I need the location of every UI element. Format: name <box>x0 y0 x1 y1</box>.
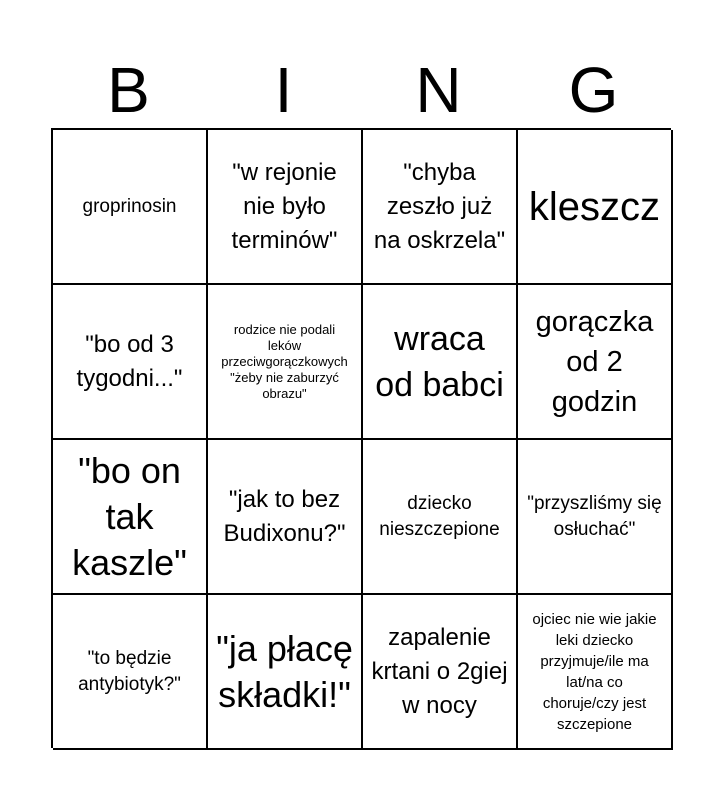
bingo-cell-r1c2[interactable]: "w rejonie nie było terminów" <box>208 130 363 285</box>
bingo-cell-r4c4[interactable]: ojciec nie wie jakie leki dziecko przyjmuje/ile ma lat/na co choruje/czy jest szczepione <box>518 595 673 750</box>
bingo-cell-r1c4[interactable]: kleszcz <box>518 130 673 285</box>
bingo-cell-r3c2[interactable]: "jak to bez Budixonu?" <box>208 440 363 595</box>
bingo-cell-r3c1[interactable]: "bo on tak kaszle" <box>53 440 208 595</box>
bingo-cell-r4c3[interactable]: zapalenie krtani o 2giej w nocy <box>363 595 518 750</box>
bingo-cell-r4c2[interactable]: "ja płacę składki!" <box>208 595 363 750</box>
bingo-cell-r2c2[interactable]: rodzice nie podali leków przeciwgorączkowych "żeby nie zaburzyć obrazu" <box>208 285 363 440</box>
header-letter-b: B <box>107 54 150 126</box>
header-letter-i: I <box>274 54 293 126</box>
bingo-cell-r3c4[interactable]: "przyszliśmy się osłuchać" <box>518 440 673 595</box>
bingo-cell-r4c1[interactable]: "to będzie antybiotyk?" <box>53 595 208 750</box>
bingo-cell-r3c3[interactable]: dziecko nieszczepione <box>363 440 518 595</box>
bingo-cell-r2c4[interactable]: gorączka od 2 godzin <box>518 285 673 440</box>
header-letter-g: G <box>568 54 619 126</box>
bingo-card-grid <box>51 128 671 748</box>
bingo-cell-r2c1[interactable]: "bo od 3 tygodni..." <box>53 285 208 440</box>
bingo-cell-r2c3[interactable]: wraca od babci <box>363 285 518 440</box>
bingo-cell-r1c3[interactable]: "chyba zeszło już na oskrzela" <box>363 130 518 285</box>
header-letter-n: N <box>415 54 462 126</box>
bingo-cell-r1c1[interactable]: groprinosin <box>53 130 208 285</box>
bingo-header <box>51 52 671 128</box>
